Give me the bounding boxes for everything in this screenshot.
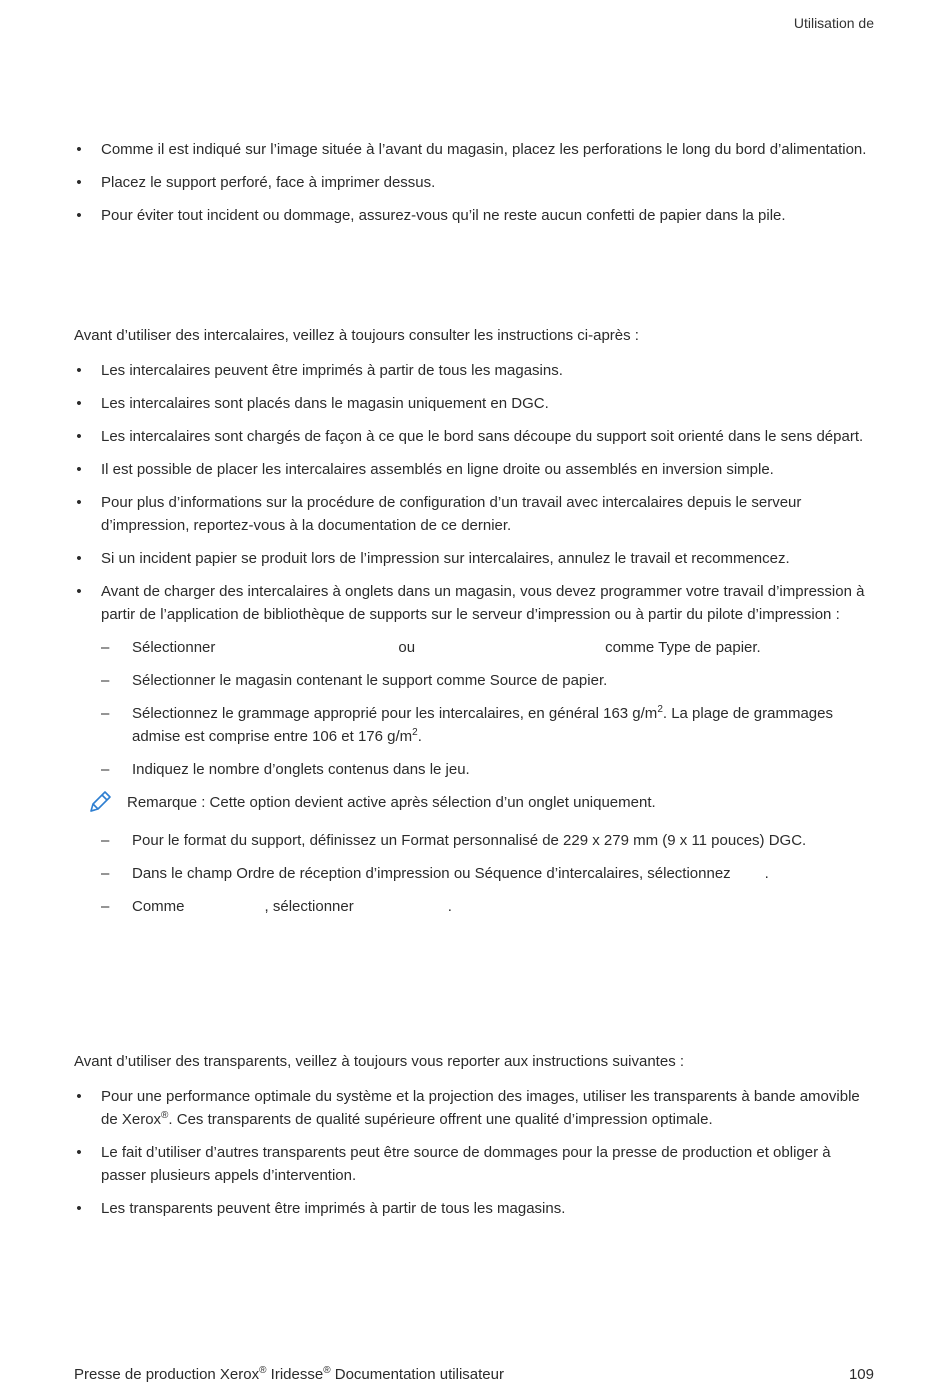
page-number: 109 [848,1366,874,1383]
list-item: • Les intercalaires sont placés dans le magasin uniquement en DGC. [76,395,549,412]
sub-list-text: Indiquez le nombre d’onglets contenus dans le jeu. [132,761,470,778]
registered-mark: ® [259,1365,267,1376]
sub-list-text: Dans le champ Ordre de réception d’impression ou Séquence d’intercalaires, sélectionnez [132,865,731,882]
sub-list-text: ou [398,639,416,656]
sub-list-text: Sélectionnez le grammage approprié pour les intercalaires, en général 163 g/m [132,705,658,722]
section-tab-stock [74,324,874,928]
list-item: • Pour éviter tout incident ou dommage, assurez-vous qu’il ne reste aucun confetti de papier dans la pile. [76,207,786,224]
sub-list-text: . La plage de grammages admise est comprise entre 106 et 176 g/m [132,705,833,745]
sub-list-text: . [764,865,769,882]
list-item: • Avant de charger des intercalaires à onglets dans un magasin, vous devez programmer votre travail d’impression à partir de l’application de bibliothèque de supports sur le serveur d’impression ou à partir du pilote d’impression : [76,583,865,623]
sub-list-item: – Sélectionner le magasin contenant le support comme Source de papier. [101,672,608,689]
intro-paragraph: Avant d’utiliser des intercalaires, veillez à toujours consulter les instructions ci-après : [74,327,639,344]
sub-list-item: – Comme , sélectionner . [101,898,452,915]
footer-text: Iridesse [266,1366,324,1383]
pencil-icon [87,789,113,815]
list-item-text: Placez le support perforé, face à imprimer dessus. [101,174,436,191]
list-item-text: Si un incident papier se produit lors de l’impression sur intercalaires, annulez le travail et recommencez. [101,550,790,567]
list-item-text: Avant de charger des intercalaires à onglets dans un magasin, vous devez programmer votre travail d’impression à partir de l’application de bibliothèque de supports sur le serveur d’impression ou à partir du pilote d’impression : [101,583,865,623]
list-item-text: Les transparents peuvent être imprimés à partir de tous les magasins. [101,1200,566,1217]
sub-list-text: . [447,898,452,915]
footer-text: Documentation utilisateur [330,1366,504,1383]
running-header: Utilisation de [793,15,874,31]
sub-list-item: – Sélectionner ou comme Type de papier. [101,639,761,656]
list-item: • Les transparents peuvent être imprimés à partir de tous les magasins. [76,1200,566,1217]
list-item-text: Les intercalaires sont placés dans le magasin uniquement en DGC. [101,395,549,412]
sub-list-item: – Dans le champ Ordre de réception d’impression ou Séquence d’intercalaires, sélectionnez . [101,865,769,882]
sub-list-item: – Indiquez le nombre d’onglets contenus dans le jeu. [101,761,470,778]
sub-list-text: Sélectionner [132,639,216,656]
sub-list-text: , sélectionner [264,898,354,915]
intro-paragraph: Avant d’utiliser des transparents, veillez à toujours vous reporter aux instructions suivantes : [74,1053,685,1070]
sub-list-text: . [417,728,422,745]
list-item-text: Pour une performance optimale du système et la projection des images, utiliser les transparents à bande amovible de Xerox [101,1088,860,1128]
registered-mark: ® [323,1365,331,1376]
sub-list-item: – Pour le format du support, définissez un Format personnalisé de 229 x 279 mm (9 x 11 pouces) DGC. [101,832,807,849]
list-item: • Le fait d’utiliser d’autres transparents peut être source de dommages pour la presse de production et obliger à passer plusieurs appels d’intervention. [76,1144,831,1184]
footer-title [74,1363,504,1386]
list-item: • Placez le support perforé, face à imprimer dessus. [76,174,436,191]
sub-list-text: Pour le format du support, définissez un Format personnalisé de 229 x 279 mm (9 x 11 pouces) DGC. [132,832,807,849]
list-item-text: Les intercalaires peuvent être imprimés à partir de tous les magasins. [101,362,563,379]
list-item: • Les intercalaires peuvent être imprimés à partir de tous les magasins. [76,362,563,379]
list-item: • Pour plus d’informations sur la procédure de configuration d’un travail avec intercalaires depuis le serveur d’impression, reportez-vous à la documentation de ce dernier. [76,494,802,534]
list-item: • Si un incident papier se produit lors de l’impression sur intercalaires, annulez le travail et recommencez. [76,550,790,567]
list-item-text: Pour plus d’informations sur la procédure de configuration d’un travail avec intercalaires depuis le serveur d’impression, reportez-vous à la documentation de ce dernier. [101,494,802,534]
footer-text: Presse de production Xerox [74,1366,260,1383]
superscript: 2 [657,704,663,715]
sub-list-text: Comme [132,898,185,915]
list-item: • Les intercalaires sont chargés de façon à ce que le bord sans découpe du support soit orienté dans le sens départ. [76,428,864,445]
list-item-text: . Ces transparents de qualité supérieure offrent une qualité d’impression optimale. [168,1111,713,1128]
sub-list-text: comme Type de papier. [605,639,761,656]
list-item: • Pour une performance optimale du système et la projection des images, utiliser les transparents à bande amovible de Xerox®. Ces transparents de qualité supérieure offrent une qualité d’impression optimale. [76,1088,860,1128]
registered-mark: ® [161,1110,169,1121]
sub-list-text: Sélectionner le magasin contenant le support comme Source de papier. [132,672,608,689]
superscript: 2 [412,727,418,738]
list-item-text: Les intercalaires sont chargés de façon à ce que le bord sans découpe du support soit orienté dans le sens départ. [101,428,864,445]
section-transparencies [74,1050,874,1230]
list-item-text: Pour éviter tout incident ou dommage, assurez-vous qu’il ne reste aucun confetti de papier dans la pile. [101,207,786,224]
list-item: • Il est possible de placer les intercalaires assemblés en ligne droite ou assemblés en inversion simple. [76,461,774,478]
list-item-text: Il est possible de placer les intercalaires assemblés en ligne droite ou assemblés en inversion simple. [101,461,774,478]
note-text: Remarque : Cette option devient active après sélection d’un onglet uniquement. [127,794,656,811]
sub-list-item: – Sélectionnez le grammage approprié pour les intercalaires, en général 163 $g/m^2$. La plage de grammages admise est comprise entre 106 et 176 $g/m^2$. [101,704,833,745]
list-item: • Comme il est indiqué sur l’image située à l’avant du magasin, placez les perforations le long du bord d’alimentation. [76,141,867,158]
list-item-text: Comme il est indiqué sur l’image située à l’avant du magasin, placez les perforations le long du bord d’alimentation. [101,141,867,158]
section-perforated-media [74,138,874,237]
list-item-text: Le fait d’utiliser d’autres transparents peut être source de dommages pour la presse de production et obliger à passer plusieurs appels d’intervention. [101,1144,831,1184]
note [74,791,874,814]
